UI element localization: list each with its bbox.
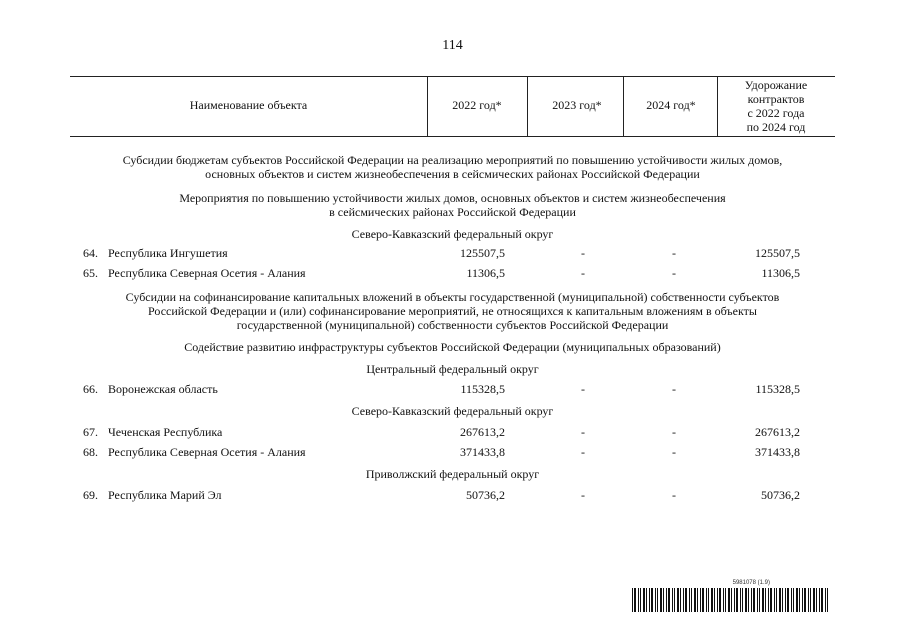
- barcode-bar: [657, 588, 658, 612]
- barcode-bar: [666, 588, 667, 612]
- row-2024: -: [672, 445, 676, 459]
- header-cost-line: с 2022 года: [747, 106, 805, 120]
- row-name: Республика Северная Осетия - Алания: [108, 266, 306, 280]
- barcode-bar: [787, 588, 789, 612]
- row-2023: -: [581, 425, 585, 439]
- row-cost-increase: 125507,5: [755, 246, 800, 260]
- barcode-bar: [683, 588, 684, 612]
- barcode-bar: [685, 588, 687, 612]
- barcode-bar: [708, 588, 709, 612]
- table-row: [70, 245, 835, 261]
- barcode-bar: [762, 588, 764, 612]
- barcode-bar: [827, 588, 828, 612]
- barcode-bar: [821, 588, 823, 612]
- barcode-bar: [655, 588, 656, 612]
- barcode-bar: [638, 588, 639, 612]
- barcode-bar: [674, 588, 675, 612]
- barcode-bar: [632, 588, 633, 612]
- table-row: [70, 424, 835, 440]
- header-object-name: Наименование объекта: [189, 98, 308, 112]
- row-number: 68.: [83, 445, 98, 459]
- barcode-caption: 5981078 (1.9): [732, 580, 770, 586]
- section-heading-line: Российской Федерации и (или) софинансирование мероприятий, не относящихся к капитальным вложениям в объекты: [148, 304, 757, 318]
- barcode-bar: [748, 588, 749, 612]
- barcode-bar: [782, 588, 783, 612]
- barcode-bar: [643, 588, 645, 612]
- column-divider: [427, 76, 428, 136]
- header-cost-increase: [717, 78, 835, 134]
- barcode-bar: [776, 588, 777, 612]
- barcode-bar: [793, 588, 794, 612]
- barcode-bar: [774, 588, 775, 612]
- barcode-bar: [799, 588, 800, 612]
- barcode-bar: [779, 588, 781, 612]
- row-2024: -: [672, 266, 676, 280]
- barcode-bar: [819, 588, 820, 612]
- barcode-bar: [714, 588, 715, 612]
- barcode-bar: [808, 588, 809, 612]
- row-2024: -: [672, 488, 676, 502]
- header-cost-line: по 2024 год: [746, 120, 806, 134]
- barcode-bar: [660, 588, 662, 612]
- barcode-bar: [810, 588, 811, 612]
- barcode-bar: [634, 588, 636, 612]
- barcode-bar: [728, 588, 730, 612]
- barcode-bar: [785, 588, 786, 612]
- table-row: [70, 265, 835, 281]
- row-cost-increase: 267613,2: [755, 425, 800, 439]
- table-header-bottom-rule: [70, 136, 835, 137]
- row-2023: -: [581, 246, 585, 260]
- row-2023: -: [581, 488, 585, 502]
- row-2022: 371433,8: [460, 445, 505, 459]
- section-heading-line: Мероприятия по повышению устойчивости жилых домов, основных объектов и систем жизнеобеспечения: [179, 191, 726, 205]
- header-2023: 2023 год*: [552, 98, 602, 112]
- barcode-bar: [765, 588, 766, 612]
- barcode-bar: [757, 588, 758, 612]
- row-2023: -: [581, 445, 585, 459]
- row-2022: 50736,2: [466, 488, 505, 502]
- barcode-bar: [651, 588, 653, 612]
- row-2022: 11306,5: [466, 266, 505, 280]
- barcode-bar: [668, 588, 670, 612]
- row-2022: 115328,5: [460, 382, 505, 396]
- table-top-rule: [70, 76, 835, 77]
- table-row: [70, 487, 835, 503]
- row-number: 64.: [83, 246, 98, 260]
- barcode-bar: [697, 588, 698, 612]
- row-number: 66.: [83, 382, 98, 396]
- barcode-bar: [646, 588, 647, 612]
- table-row: [70, 381, 835, 397]
- barcode-bar: [745, 588, 747, 612]
- district-heading: Центральный федеральный округ: [366, 362, 539, 376]
- row-2023: -: [581, 382, 585, 396]
- barcode-bar: [723, 588, 724, 612]
- column-divider: [527, 76, 528, 136]
- barcode-bar: [731, 588, 732, 612]
- barcode-bar: [791, 588, 792, 612]
- district-heading: Северо-Кавказский федеральный округ: [351, 227, 554, 241]
- row-name: Республика Марий Эл: [108, 488, 222, 502]
- barcode-bar: [742, 588, 743, 612]
- row-number: 65.: [83, 266, 98, 280]
- district-heading: Северо-Кавказский федеральный округ: [351, 404, 554, 418]
- row-2022: 267613,2: [460, 425, 505, 439]
- barcode-bar: [689, 588, 690, 612]
- section-heading-line: в сейсмических районах Российской Федерации: [329, 205, 576, 219]
- row-2024: -: [672, 382, 676, 396]
- header-cost-line: Удорожание: [744, 78, 808, 92]
- header-cost-line: контрактов: [747, 92, 805, 106]
- row-2024: -: [672, 425, 676, 439]
- barcode-bar: [759, 588, 760, 612]
- section-heading-line: основных объектов и систем жизнеобеспечения в сейсмических районах Российской Федерации: [205, 167, 700, 181]
- barcode-bar: [770, 588, 772, 612]
- row-name: Республика Северная Осетия - Алания: [108, 445, 306, 459]
- section-heading: [70, 290, 835, 332]
- section-heading-line: Субсидии на софинансирование капитальных вложений в объекты государственной (муниципальной) собственности субъектов: [125, 290, 780, 304]
- section-heading: Содействие развитию инфраструктуры субъектов Российской Федерации (муниципальных образований): [184, 340, 721, 354]
- table-row: [70, 444, 835, 460]
- barcode-bar: [700, 588, 701, 612]
- row-cost-increase: 50736,2: [761, 488, 800, 502]
- page-number: 114: [442, 38, 463, 53]
- barcode-bar: [736, 588, 738, 612]
- header-2022: 2022 год*: [452, 98, 502, 112]
- row-name: Чеченская Республика: [108, 425, 223, 439]
- barcode-bar: [649, 588, 650, 612]
- barcode-bar: [813, 588, 815, 612]
- barcode-bar: [825, 588, 826, 612]
- barcode-bar: [768, 588, 769, 612]
- barcode-bar: [751, 588, 752, 612]
- section-heading-line: Субсидии бюджетам субъектов Российской Федерации на реализацию мероприятий по повышению устойчивости жилых домов,: [122, 153, 783, 167]
- row-name: Воронежская область: [108, 382, 218, 396]
- barcode-bar: [719, 588, 721, 612]
- row-name: Республика Ингушетия: [108, 246, 228, 260]
- barcode-bar: [694, 588, 696, 612]
- barcode-bar: [680, 588, 681, 612]
- barcode-bar: [702, 588, 704, 612]
- barcode-bar: [691, 588, 692, 612]
- section-heading-line: государственной (муниципальной) собственности субъектов Российской Федерации: [236, 318, 669, 332]
- row-2024: -: [672, 246, 676, 260]
- barcode-bar: [672, 588, 673, 612]
- barcode-bar: [640, 588, 641, 612]
- row-number: 69.: [83, 488, 98, 502]
- barcode-bar: [717, 588, 718, 612]
- barcode-bar: [711, 588, 713, 612]
- barcode-bar: [734, 588, 735, 612]
- header-2024: 2024 год*: [646, 98, 696, 112]
- row-cost-increase: 115328,5: [755, 382, 800, 396]
- barcode-bar: [677, 588, 679, 612]
- barcode-bar: [804, 588, 806, 612]
- barcode-bar: [816, 588, 817, 612]
- row-2022: 125507,5: [460, 246, 505, 260]
- barcode-bar: [706, 588, 707, 612]
- barcode-bar: [796, 588, 798, 612]
- district-heading: Приволжский федеральный округ: [365, 467, 540, 481]
- section-heading: [70, 191, 835, 219]
- barcode-bar: [753, 588, 755, 612]
- row-number: 67.: [83, 425, 98, 439]
- row-2023: -: [581, 266, 585, 280]
- barcode-bar: [663, 588, 664, 612]
- barcode-bar: [725, 588, 726, 612]
- section-heading: [70, 153, 835, 181]
- barcode-bar: [802, 588, 803, 612]
- row-cost-increase: 371433,8: [755, 445, 800, 459]
- barcode-bar: [740, 588, 741, 612]
- barcode: [630, 588, 830, 612]
- row-cost-increase: 11306,5: [761, 266, 800, 280]
